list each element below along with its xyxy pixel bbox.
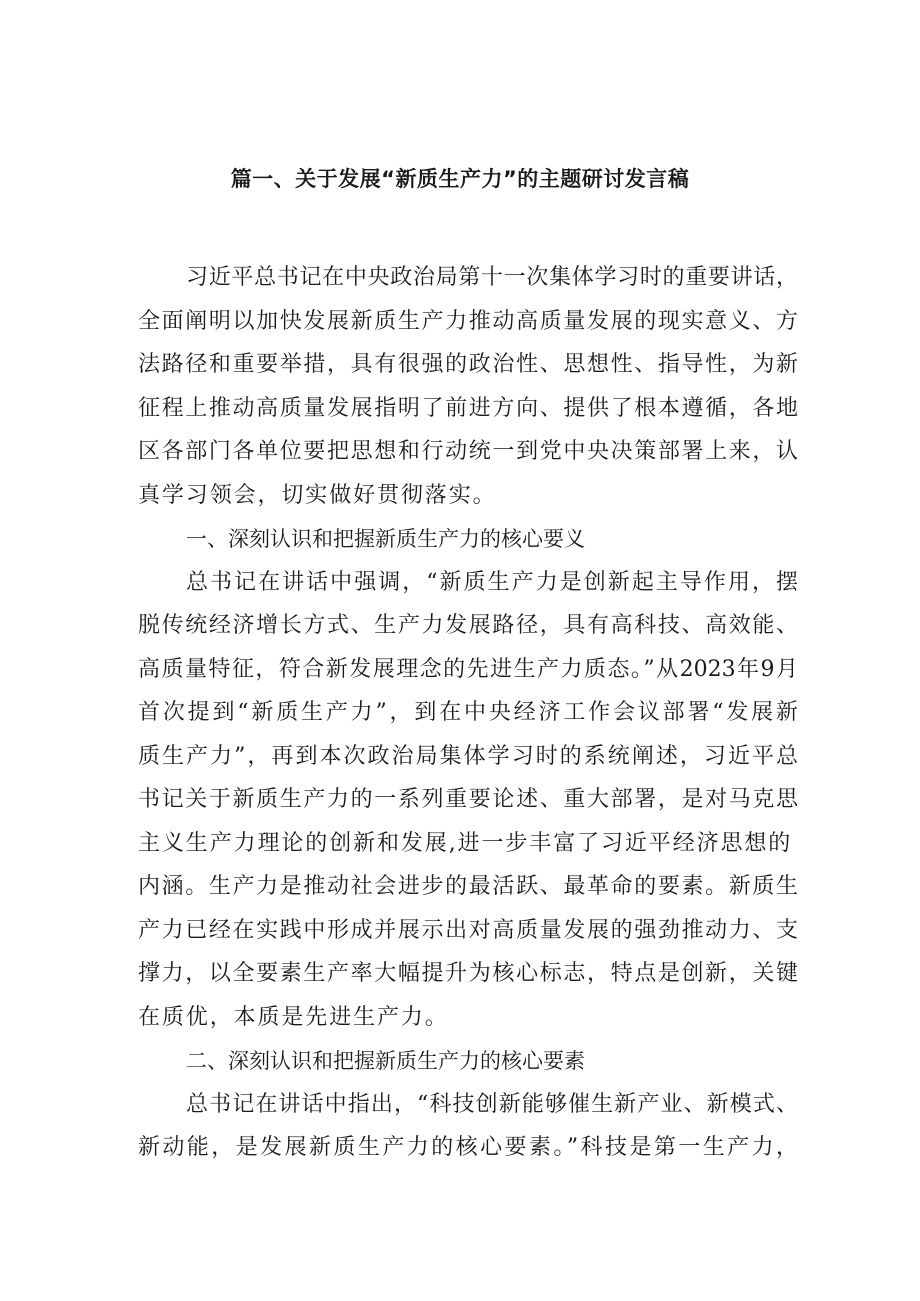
paragraph-1-line-5: 区各部门各单位要把思想和行动统一到党中央决策部署上来，认 (138, 439, 798, 464)
paragraph-1-line-2: 全面阐明以加快发展新质生产力推动高质量发展的现实意义、方 (138, 309, 798, 334)
section-heading-2: 二、深刻认识和把握新质生产力的核心要素 (186, 1049, 585, 1073)
document-title: 篇一、关于发展“新质生产力”的主题研讨发言稿 (230, 167, 690, 191)
paragraph-2-line-1: 总书记在讲话中强调，“新质生产力是创新起主导作用，摆 (186, 570, 798, 595)
paragraph-1-line-6: 真学习领会，切实做好贯彻落实。 (138, 483, 497, 508)
paragraph-2-line-6: 书记关于新质生产力的一系列重要论述、重大部署，是对马克思 (138, 787, 798, 812)
paragraph-3-line-1: 总书记在讲话中指出，“科技创新能够催生新产业、新模式、 (186, 1092, 798, 1117)
paragraph-2-line-8: 内涵。生产力是推动社会进步的最活跃、最革命的要素。新质生 (138, 874, 798, 899)
paragraph-2-line-9: 产力已经在实践中形成并展示出对高质量发展的强劲推动力、支 (138, 918, 798, 943)
paragraph-1-line-3: 法路径和重要举措，具有很强的政治性、思想性、指导性，为新 (138, 352, 798, 377)
paragraph-1-line-1: 习近平总书记在中央政治局第十一次集体学习时的重要讲话， (186, 265, 798, 290)
paragraph-3-line-2: 新动能，是发展新质生产力的核心要素。”科技是第一生产力， (138, 1135, 798, 1160)
paragraph-2-line-5: 质生产力”，再到本次政治局集体学习时的系统阐述，习近平总 (138, 744, 798, 769)
paragraph-2-line-4: 首次提到“新质生产力”，到在中央经济工作会议部署“发展新 (138, 700, 798, 725)
paragraph-2-line-11: 在质优，本质是先进生产力。 (138, 1005, 449, 1030)
paragraph-2-line-10: 撑力，以全要素生产率大幅提升为核心标志，特点是创新，关键 (138, 961, 798, 986)
paragraph-1-line-4: 征程上推动高质量发展指明了前进方向、提供了根本遵循，各地 (138, 396, 798, 421)
paragraph-2-line-3: 高质量特征，符合新发展理念的先进生产力质态。”从2023年9月 (138, 657, 798, 682)
paragraph-2-line-7: 主义生产力理论的创新和发展,进一步丰富了习近平经济思想的 (138, 831, 793, 856)
section-heading-1: 一、深刻认识和把握新质生产力的核心要义 (186, 527, 585, 551)
paragraph-2-line-2: 脱传统经济增长方式、生产力发展路径，具有高科技、高效能、 (138, 613, 798, 638)
